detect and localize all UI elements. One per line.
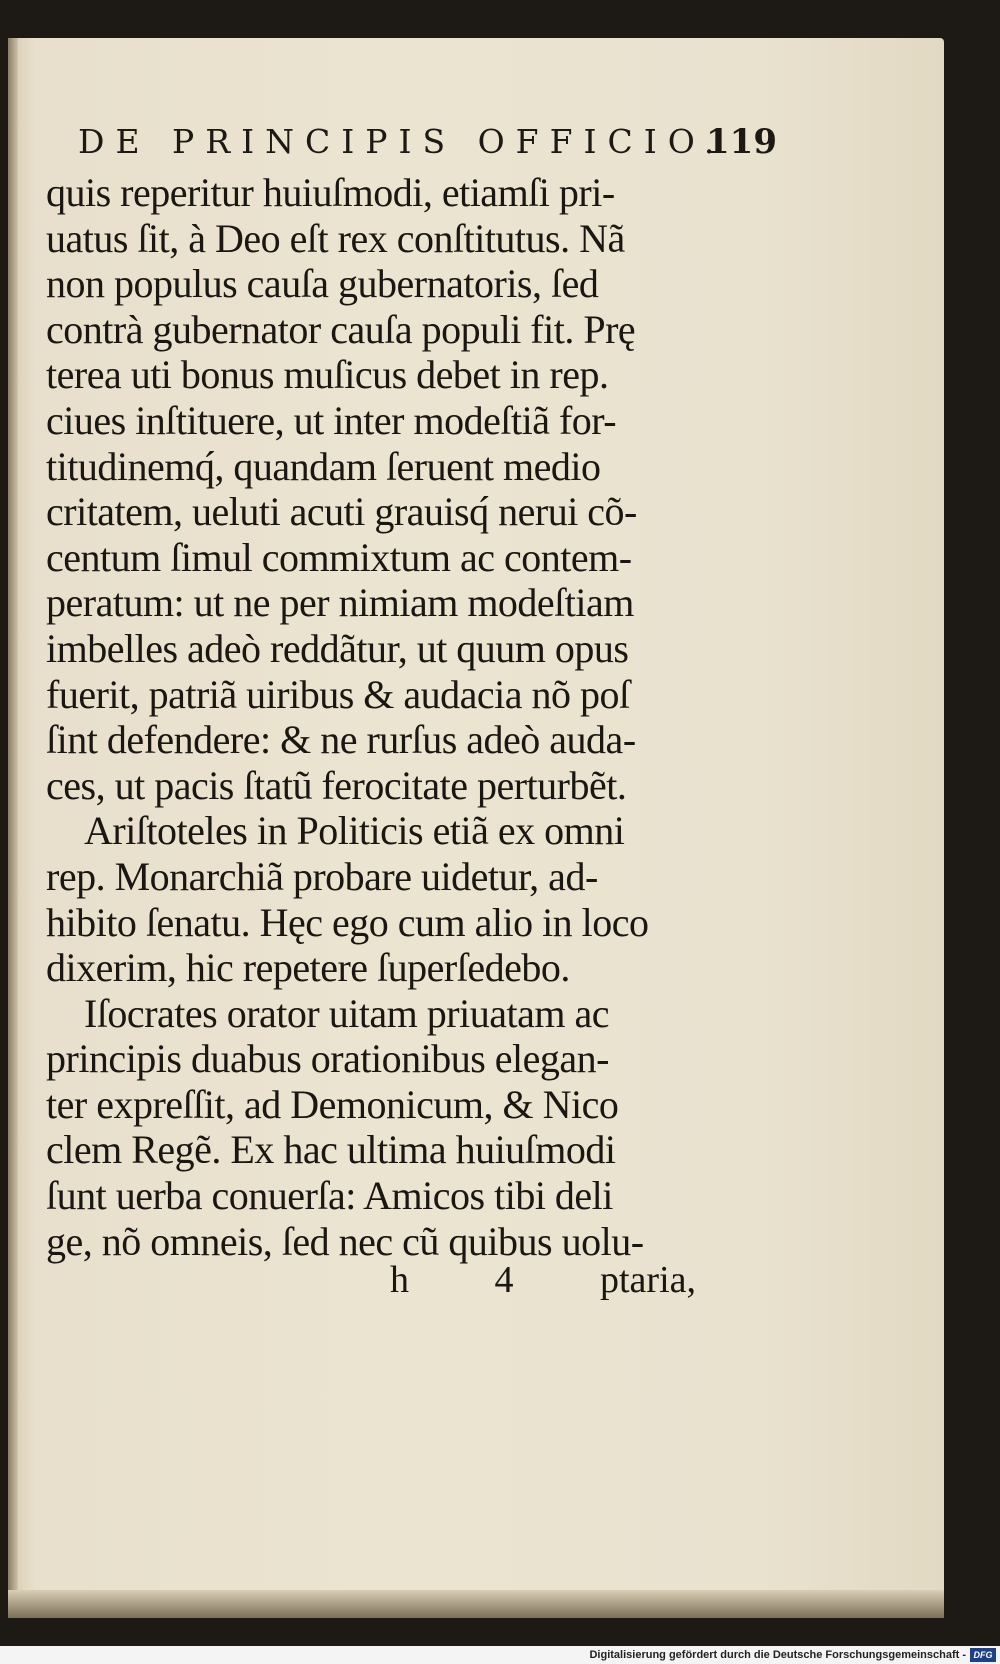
text-line: imbelles adeò reddãtur, ut quum opus [46, 625, 629, 671]
text-line: fuerit, patriã uiribus & audacia nõ poſ [46, 671, 630, 717]
page-gutter-edge [8, 38, 18, 1618]
dfg-logo-icon: DFG [970, 1648, 996, 1662]
body-text [46, 170, 726, 1264]
text-line: critatem, ueluti acuti grauisq́ nerui cõ- [46, 489, 637, 535]
running-head [78, 114, 778, 170]
text-line: clem Regẽ. Ex hac ultima huiuſmodi [46, 1127, 616, 1173]
signature-mark: h 4 [390, 1259, 552, 1301]
text-line: ciues inſtituere, ut inter modeſtiã for- [46, 397, 617, 443]
text-line: ter expreſſit, ad Demonicum, & Nico [46, 1081, 619, 1127]
digitization-credit-bar [0, 1646, 1000, 1664]
page-bottom-edge [8, 1590, 944, 1618]
text-line: uatus ſit, à Deo eſt rex conſtitutus. Nã [46, 215, 625, 261]
text-line: ſunt uerba conuerſa: Amicos tibi deli [46, 1173, 613, 1219]
text-line: rep. Monarchiã probare uidetur, ad- [46, 853, 598, 899]
text-line: ge, nõ omneis, ſed nec cũ quibus uolu- [46, 1218, 644, 1264]
running-title: DE PRINCIPIS OFFICIO. [78, 122, 726, 161]
text-line: terea uti bonus muſicus debet in rep. [46, 352, 609, 398]
catchword: ptaria, [600, 1259, 697, 1301]
text-line: titudinemq́, quandam ſeruent medio [46, 443, 601, 489]
text-line: centum ſimul commixtum ac contem- [46, 534, 632, 580]
text-line: quis reperitur huiuſmodi, etiamſi pri- [46, 170, 615, 215]
credit-text: Digitalisierung gefördert durch die Deutsche Forschungsgemeinschaft - [589, 1649, 966, 1661]
paragraph-start-line: Iſocrates orator uitam priuatam ac [84, 990, 609, 1036]
text-line: hibito ſenatu. Hęc ego cum alio in loco [46, 899, 649, 945]
page-footer [390, 1256, 720, 1304]
text-line: principis duabus orationibus elegan- [46, 1036, 609, 1082]
text-line: non populus cauſa gubernatoris, ſed [46, 261, 599, 307]
text-line: dixerim, hic repetere ſuperſedebo. [46, 945, 570, 991]
text-line: ſint defendere: & ne rurſus adeò auda- [46, 717, 636, 763]
paragraph-start-line: Ariſtoteles in Politicis etiã ex omni [84, 808, 625, 854]
text-line: ces, ut pacis ſtatũ ferocitate perturbẽt. [46, 762, 627, 808]
text-line: contrà gubernator cauſa populi fit. Prę [46, 306, 636, 352]
page-number: 119 [706, 122, 777, 162]
text-line: peratum: ut ne per nimiam modeſtiam [46, 580, 634, 626]
